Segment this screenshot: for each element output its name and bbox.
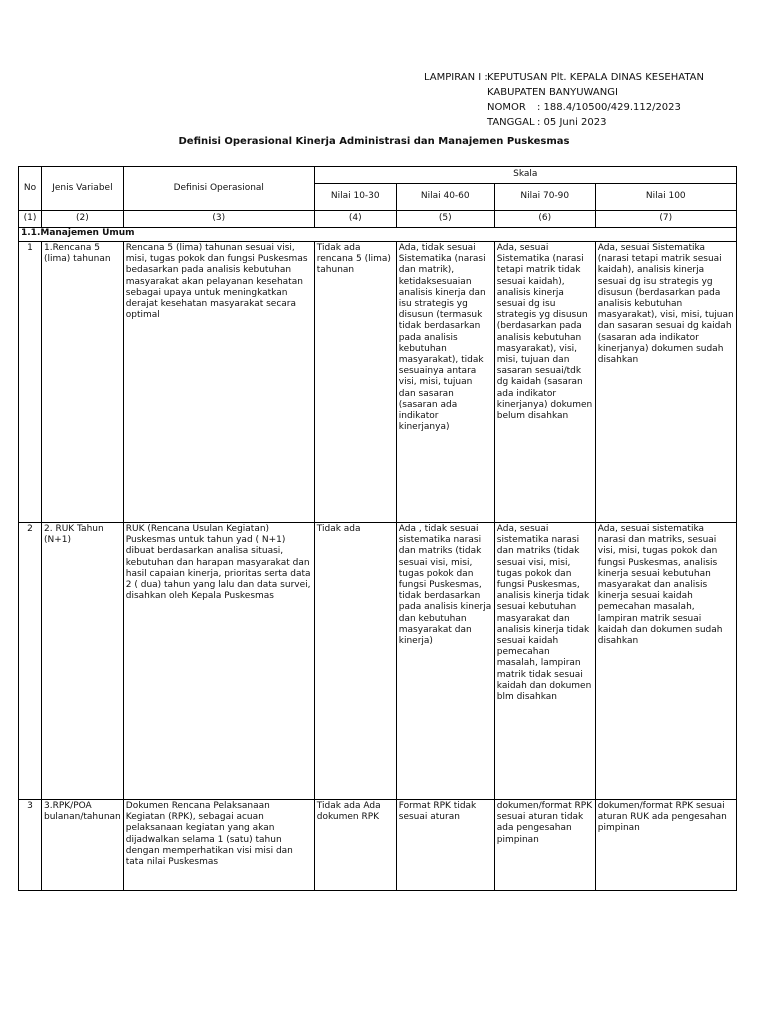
row-definisi: Dokumen Rencana Pelaksanaan Kegiatan (RPK), sebagai acuan pelaksanaan kegiatan yang akan dijadwalkan selama 1 (satu) tahun dengan memperhatikan visi misi dan tata nilai Puskesmas	[123, 800, 314, 891]
header-jenis: Jenis Variabel	[42, 167, 124, 211]
row-nilai-100: dokumen/format RPK sesuai aturan RUK ada pengesahan pimpinan	[595, 800, 736, 891]
row-definisi: RUK (Rencana Usulan Kegiatan) Puskesmas untuk tahun yad ( N+1) dibuat berdasarkan analisa situasi, kebutuhan dan harapan masyarakat dan hasil capaian kinerja, prioritas serta data 2 ( dua) tahun yang lalu dan data survei, disahkan oleh Kepala Puskesmas	[123, 523, 314, 800]
nomor-value: : 188.4/10500/429.112/2023	[537, 102, 681, 113]
row-definisi: Rencana 5 (lima) tahunan sesuai visi, misi, tugas pokok dan fungsi Puskesmas bedasarkan pada analisis kebutuhan masyarakat akan pelayanan kesehatan sebagai upaya untuk meningkatkan derajat kesehatan masyarakat secara optimal	[123, 242, 314, 523]
row-nilai-10-30: Tidak ada Ada dokumen RPK	[314, 800, 396, 891]
col-num-7: (7)	[595, 211, 736, 228]
row-no: 2	[19, 523, 42, 800]
section-row	[19, 228, 737, 242]
row-no: 1	[19, 242, 42, 523]
column-number-row	[19, 211, 737, 228]
row-jenis: 1.Rencana 5 (lima) tahunan	[42, 242, 124, 523]
col-num-6: (6)	[494, 211, 595, 228]
tanggal-value: : 05 Juni 2023	[537, 117, 607, 128]
row-nilai-100: Ada, sesuai sistematika narasi dan matriks, sesuai visi, misi, tugas pokok dan fungsi Puskesmas, analisis kinerja sesuai kebutuhan masyarakat dan analisis kinerja sesuai kaidah pemecahan masalah, lampiran matrik sesuai kaidah dan dokumen sudah disahkan	[595, 523, 736, 800]
row-nilai-10-30: Tidak ada rencana 5 (lima) tahunan	[314, 242, 396, 523]
header-no: No	[19, 167, 42, 211]
row-nilai-40-60: Format RPK tidak sesuai aturan	[396, 800, 494, 891]
nomor-label: NOMOR	[487, 102, 526, 113]
row-nilai-70-90: Ada, sesuai sistematika narasi dan matriks (tidak sesuai visi, misi, tugas pokok dan fungsi Puskesmas, analisis kinerja tidak sesuai kebutuhan masyarakat dan analisis kinerja tidak sesuai kaidah pemecahan masalah, lampiran matrik tidak sesuai kaidah dan dokumen blm disahkan	[494, 523, 595, 800]
row-nilai-40-60: Ada , tidak sesuai sistematika narasi dan matriks (tidak sesuai visi, misi, tugas pokok dan fungsi Puskesmas, tidak berdasarkan pada analisis kinerja dan kebutuhan masyarakat dan kinerja)	[396, 523, 494, 800]
row-nilai-10-30: Tidak ada	[314, 523, 396, 800]
row-no: 3	[19, 800, 42, 891]
col-num-1: (1)	[19, 211, 42, 228]
lampiran-line2: KABUPATEN BANYUWANGI	[487, 87, 618, 98]
definisi-table	[18, 166, 737, 891]
row-jenis: 2. RUK Tahun (N+1)	[42, 523, 124, 800]
table-row	[19, 800, 737, 891]
row-nilai-70-90: Ada, sesuai Sistematika (narasi tetapi matrik tidak sesuai kaidah), analisis kinerja sesuai dg isu strategis yg disusun (berdasarkan pada analisis kebutuhan masyarakat), visi, misi, tujuan dan sasaran sesuai/tdk dg kaidah (sasaran ada indikator kinerjanya) dokumen belum disahkan	[494, 242, 595, 523]
header-definisi: Definisi Operasional	[123, 167, 314, 211]
table-row	[19, 523, 737, 800]
header-nilai-10-30: Nilai 10-30	[314, 184, 396, 211]
col-num-2: (2)	[42, 211, 124, 228]
table-row	[19, 242, 737, 523]
header-row-1	[19, 167, 737, 184]
row-nilai-70-90: dokumen/format RPK sesuai aturan tidak ada pengesahan pimpinan	[494, 800, 595, 891]
lampiran-label: LAMPIRAN I :	[424, 72, 488, 83]
lampiran-block	[424, 70, 704, 130]
col-num-5: (5)	[396, 211, 494, 228]
header-nilai-40-60: Nilai 40-60	[396, 184, 494, 211]
header-nilai-70-90: Nilai 70-90	[494, 184, 595, 211]
tanggal-label: TANGGAL	[487, 117, 535, 128]
col-num-3: (3)	[123, 211, 314, 228]
document-title: Definisi Operasional Kinerja Administrasi dan Manajemen Puskesmas	[178, 136, 570, 147]
row-jenis: 3.RPK/POA bulanan/tahunan	[42, 800, 124, 891]
col-num-4: (4)	[314, 211, 396, 228]
section-title: 1.1.Manajemen Umum	[19, 228, 737, 242]
header-skala: Skala	[314, 167, 736, 184]
header-nilai-100: Nilai 100	[595, 184, 736, 211]
row-nilai-40-60: Ada, tidak sesuai Sistematika (narasi dan matrik), ketidaksesuaian analisis kinerja dan isu strategis yg disusun (termasuk tidak berdasarkan pada analisis kebutuhan masyarakat), tidak sesuainya antara visi, misi, tujuan dan sasaran (sasaran ada indikator kinerjanya)	[396, 242, 494, 523]
lampiran-line1: KEPUTUSAN Plt. KEPALA DINAS KESEHATAN	[487, 72, 704, 83]
row-nilai-100: Ada, sesuai Sistematika (narasi tetapi matrik sesuai kaidah), analisis kinerja sesuai dg isu strategis yg disusun (berdasarkan pada analisis kebutuhan masyarakat), visi, misi, tujuan dan sasaran sesuai dg kaidah (sasaran ada indikator kinerjanya) dokumen sudah disahkan	[595, 242, 736, 523]
